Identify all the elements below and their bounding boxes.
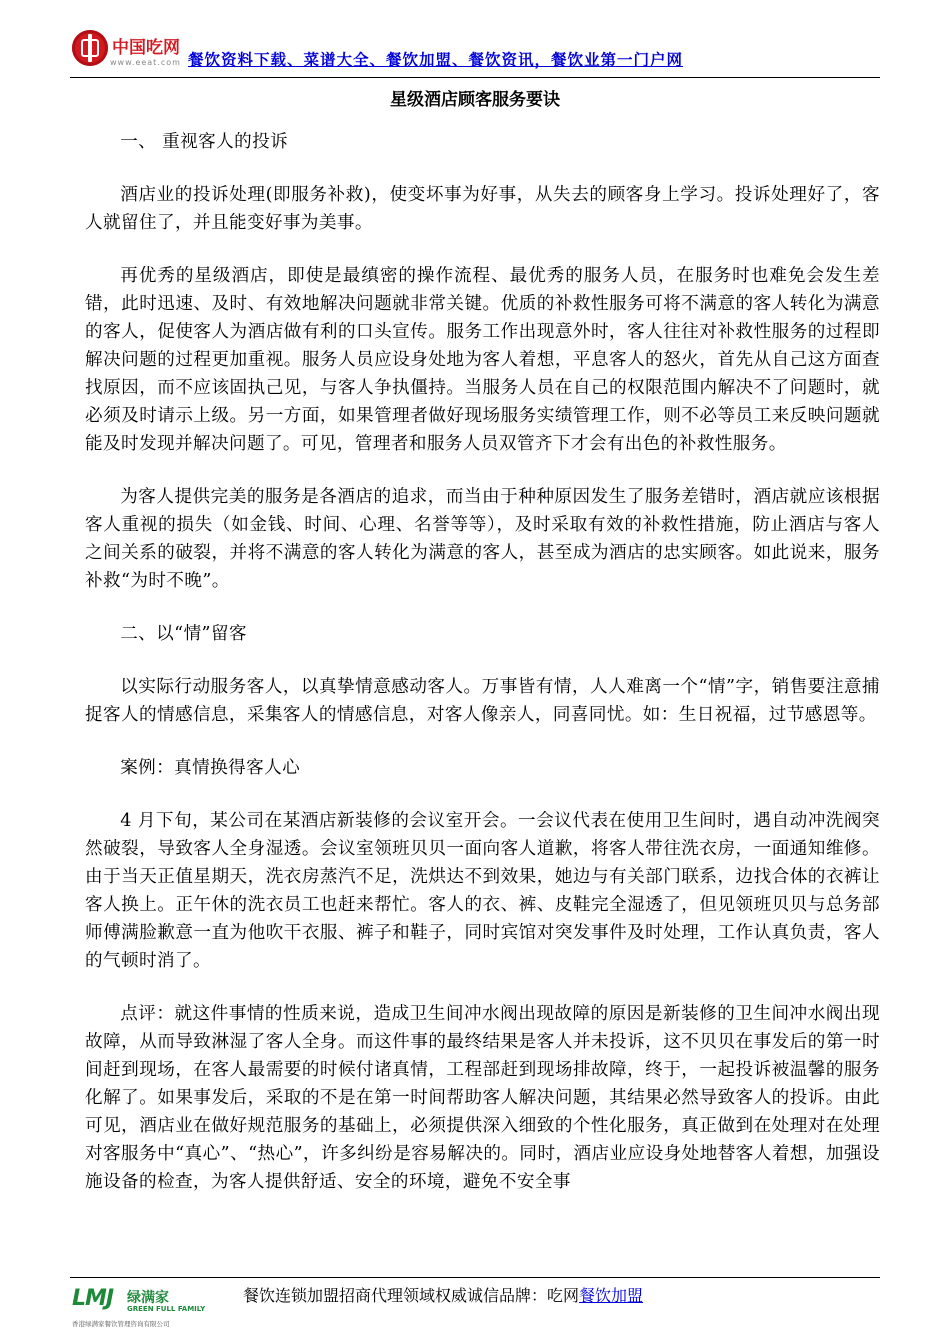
paragraph: 酒店业的投诉处理(即服务补救)，使变坏事为好事，从失去的顾客身上学习。投诉处理好了，客人就留住了，并且能变好事为美事。: [85, 185, 880, 233]
paragraph: 为客人提供完美的服务是各酒店的追求，而当由于种种原因发生了服务差错时，酒店就应该根据客人重视的损失（如金钱、时间、心理、名誉等等），及时采取有效的补救性措施，防止酒店与客人之间关系的破裂，并将不满意的客人转化为满意的客人，甚至成为酒店的忠实顾客。如此说来，服务补救“为时不晚”。: [85, 487, 880, 591]
logo-emblem-icon: [72, 30, 108, 66]
footer-link[interactable]: 餐饮加盟: [579, 1286, 644, 1305]
logo-url: www.eeat.com: [110, 58, 181, 67]
site-logo[interactable]: [70, 28, 200, 78]
footer-logo-mark: LMJ: [72, 1286, 114, 1311]
footer-text: [243, 1283, 643, 1306]
logo-text: 中国吃网: [112, 38, 180, 58]
footer-logo-sub: 香港绿满家餐饮管理咨询有限公司: [72, 1320, 170, 1328]
case-heading: 案例：真情换得客人心: [120, 758, 301, 778]
footer-divider: [70, 1277, 880, 1278]
footer-logo-name: 绿满家: [127, 1290, 169, 1306]
site-header: [70, 28, 880, 80]
section-heading-1: 一、 重视客人的投诉: [120, 132, 289, 152]
paragraph: 以实际行动服务客人，以真挚情意感动客人。万事皆有情，人人难离一个“情”字，销售要注意捕捉客人的情感信息，采集客人的情感信息，对客人像亲人，同喜同忧。如：生日祝福，过节感恩等。: [85, 677, 880, 725]
paragraph: 4 月下旬，某公司在某酒店新装修的会议室开会。一会议代表在使用卫生间时，遇自动冲洗阀突然破裂，导致客人全身湿透。会议室领班贝贝一面向客人道歉，将客人带往洗衣房，一面通知维修。由于当天正值星期天，洗衣房蒸汽不足，洗烘达不到效果，她边与有关部门联系，边找合体的衣裤让客人换上。正午休的洗衣员工也赶来帮忙。客人的衣、裤、皮鞋完全湿透了，但见领班贝贝与总务部师傅满脸歉意一直为他吹干衣服、裤子和鞋子，同时宾馆对突发事件及时处理，工作认真负责，客人的气顿时消了。: [85, 811, 880, 971]
document-body: [85, 128, 880, 1221]
section-heading-2: 二、以“情”留客: [120, 624, 247, 644]
footer-logo-en: GREEN FULL FAMILY: [127, 1305, 206, 1313]
header-link[interactable]: 餐饮资料下载、菜谱大全、餐饮加盟、餐饮资讯，餐饮业第一门户网: [188, 50, 684, 69]
header-divider: [70, 77, 880, 78]
footer-slogan: 餐饮连锁加盟招商代理领域权威诚信品牌：吃网: [243, 1286, 580, 1305]
paragraph: 点评：就这件事情的性质来说，造成卫生间冲水阀出现故障的原因是新装修的卫生间冲水阀出现故障，从而导致淋湿了客人全身。而这件事的最终结果是客人并未投诉，这不贝贝在事发后的第一时间赶到现场，在客人最需要的时候付诸真情，工程部赶到现场排故障，终于，一起投诉被温馨的服务化解了。如果事发后，采取的不是在第一时间帮助客人解决问题，其结果必然导致客人的投诉。由此可见，酒店业在做好规范服务的基础上，必须提供深入细致的个性化服务，真正做到在处理对在处理对客服务中“真心”、“热心”，许多纠纷是容易解决的。同时，酒店业应设身处地替客人着想，加强设施设备的检查，为客人提供舒适、安全的环境，避免不安全事: [85, 1004, 880, 1192]
footer-logo: [72, 1283, 207, 1338]
document-title: 星级酒店顾客服务要诀: [390, 90, 560, 110]
paragraph: 再优秀的星级酒店，即使是最缜密的操作流程、最优秀的服务人员，在服务时也难免会发生差错，此时迅速、及时、有效地解决问题就非常关键。优质的补救性服务可将不满意的客人转化为满意的客人，促使客人为酒店做有利的口头宣传。服务工作出现意外时，客人往往对补救性服务的过程即解决问题的过程更加重视。服务人员应设身处地为客人着想，平息客人的怒火，首先从自己这方面查找原因，而不应该固执己见，与客人争执僵持。当服务人员在自己的权限范围内解决不了问题时，就必须及时请示上级。另一方面，如果管理者做好现场服务实绩管理工作，则不必等员工来反映问题就能及时发现并解决问题了。可见，管理者和服务人员双管齐下才会有出色的补救性服务。: [85, 266, 880, 454]
